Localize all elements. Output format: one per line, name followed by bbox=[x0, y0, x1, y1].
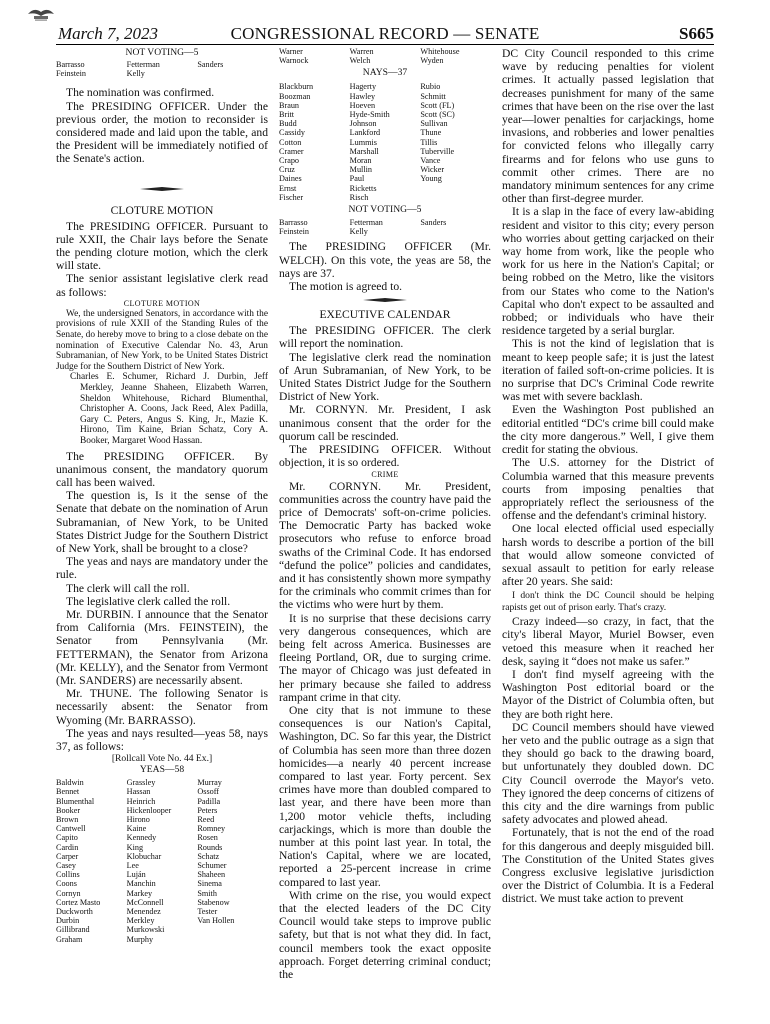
column-1 bbox=[56, 47, 268, 944]
senator-name: Sanders bbox=[197, 60, 224, 69]
senator-name: Markey bbox=[126, 888, 153, 898]
paragraph: The senior assistant legislative clerk read as follows: bbox=[56, 272, 268, 299]
senator-name: Hassan bbox=[126, 787, 151, 797]
name-column bbox=[127, 778, 198, 944]
name-column bbox=[350, 218, 421, 236]
yeas-heading: YEAS—58 bbox=[139, 764, 185, 776]
paragraph: The question is, Is it the sense of the Senate that debate on the nomination of Arun Subramanian, of New York, to be United States District Judge for the Southern District of New York, shall be brought to a close? bbox=[56, 489, 268, 555]
yeas-continued-list bbox=[279, 47, 491, 65]
paragraph: The yeas and nays resulted—yeas 58, nays 37, as follows: bbox=[56, 726, 268, 754]
paragraph: It is a slap in the face of every law-abiding resident and visitor to this city; every person who worries about getting carjacked on their way home from work, like the people who work for us here in the Nation's Capital; or being robbed on the Metro, like the visitors from our States who come to the Nation's Capital who don't expect to be assaulted and robbed; or individuals who have their residence targeted by a serial burglar. bbox=[502, 205, 714, 338]
senator-name: Collins bbox=[56, 870, 80, 880]
senator-name: Menendez bbox=[126, 907, 161, 917]
senator-name: Hawley bbox=[349, 91, 376, 101]
not-voting-heading: NOT VOTING—5 bbox=[348, 204, 422, 216]
paragraph: The PRESIDING OFFICER (Mr. WELCH). On this vote, the yeas are 58, the nays are 37. bbox=[279, 240, 491, 280]
signers-list: Charles E. Schumer, Richard J. Durbin, Jeff Merkley, Jeanne Shaheen, Elizabeth Warren, Sheldon Whitehouse, Richard Blumenthal, Christopher A. Coons, Jack Reed, Alex Padilla, Gary C. Peters, Angus S. King, Jr., Mazie K. Hirono, Tim Kaine, Brian Schatz, Cory A. Booker, Margaret Wood Hassan. bbox=[70, 372, 268, 446]
senator-name: Fetterman bbox=[126, 60, 160, 69]
name-column bbox=[279, 82, 350, 202]
senator-name: Britt bbox=[279, 110, 295, 120]
senator-name: Scott (FL) bbox=[420, 100, 455, 110]
section-divider-ornament bbox=[140, 186, 184, 192]
senator-name: Johnson bbox=[349, 119, 377, 129]
paragraph: Mr. DURBIN. I announce that the Senator from California (Mrs. FEINSTEIN), the Senator from Pennsylvania (Mr. FETTERMAN), the Senator from Arizona (Mr. KELLY), and the Senator from Vermont (Mr. SANDERS) are necessarily absent. bbox=[56, 608, 268, 688]
name-column bbox=[420, 47, 491, 65]
paragraph: Crazy indeed—so crazy, in fact, that the city's liberal Mayor, Muriel Bowser, even vetoed this measure when it reached her desk, saying it “does not make us safer.” bbox=[502, 615, 714, 668]
senator-name: Braun bbox=[279, 100, 300, 110]
senator-name: Shaheen bbox=[197, 870, 226, 880]
paragraph: The legislative clerk called the roll. bbox=[66, 594, 231, 608]
senator-name: Wicker bbox=[420, 165, 445, 175]
senator-name: Wyden bbox=[420, 56, 444, 66]
subsection-heading: CLOTURE MOTION bbox=[123, 298, 201, 308]
column-3 bbox=[502, 47, 714, 906]
senator-name: Warnock bbox=[279, 56, 309, 66]
senator-name: Sullivan bbox=[420, 119, 448, 129]
senator-name: Kelly bbox=[349, 227, 368, 237]
senator-name: Fetterman bbox=[349, 218, 383, 228]
senator-name: Ernst bbox=[279, 183, 297, 193]
senator-name: Sanders bbox=[420, 218, 447, 228]
senator-name: Brown bbox=[56, 815, 79, 825]
senator-name: Durbin bbox=[56, 916, 80, 926]
paragraph: DC City Council responded to this crime wave by reducing penalties for violent crimes. It actually passed legislation that decreases punishment for many of the same crimes that have been on the rise over the last year—lower penalties for carjackings, home invasions, and robberies and lower penalties for convicted felons who illegally carry firearms and for felons who use guns to commit other crimes. There are no mandatory minimum sentences for any crime other than first-degree murder. bbox=[502, 47, 714, 206]
paragraph: The PRESIDING OFFICER. By unanimous consent, the mandatory quorum call has been waived. bbox=[56, 449, 268, 489]
senator-name: Lankford bbox=[349, 128, 381, 138]
senator-name: Murkowski bbox=[126, 925, 165, 935]
senator-name: Hirono bbox=[126, 815, 150, 825]
paragraph: The clerk will call the roll. bbox=[66, 581, 190, 595]
name-column bbox=[56, 778, 127, 944]
paragraph: Mr. THUNE. The following Senator is necessarily absent: the Senator from Wyoming (Mr. BARRASSO). bbox=[56, 687, 268, 727]
name-column bbox=[350, 47, 421, 65]
senator-name: Hyde-Smith bbox=[349, 110, 390, 120]
paragraph: The U.S. attorney for the District of Columbia warned that this measure prevents courts from imposing penalties that appropriately reflect the seriousness of the offense and the defendant's criminal history. bbox=[502, 456, 714, 523]
senator-name: Gillibrand bbox=[56, 925, 90, 935]
eagle-seal-icon bbox=[26, 6, 56, 22]
senator-name: Padilla bbox=[197, 796, 221, 806]
cloture-motion-text: We, the undersigned Senators, in accordance with the provisions of rule XXII of the Standing Rules of the Senate, do hereby move to bring to a close debate on the nomination of Executive Calendar No. 43, Arun Subramanian, of New York, to be United States District Judge for the Southern District of New York. bbox=[56, 308, 268, 372]
senator-name: Smith bbox=[197, 888, 217, 898]
senator-name: Cardin bbox=[56, 842, 79, 852]
paragraph: With crime on the rise, you would expect that the elected leaders of the DC City Council would take steps to improve public safety, but that is not what they did. In fact, council members took the exact opposite approach. Forget deterring criminal conduct; the bbox=[279, 888, 491, 982]
senator-name: Vance bbox=[420, 156, 441, 166]
paragraph: One city that is not immune to these consequences is our Nation's Capital, Washington, DC. So far this year, the District of Columbia has seen more than three dozen homicides—a nearly 40 percent increase compared to last year. Forty percent. Sex crimes have more than doubled compared to last year, and there have been more than 1,200 motor vehicle thefts, including carjackings, which is more than double the number at this point last year. In total, the Nation's Capital, where we are located, reported a 25-percent increase in crime compared to last year. bbox=[279, 703, 491, 889]
senator-name: Daines bbox=[279, 174, 302, 184]
senator-name: Schatz bbox=[197, 851, 220, 861]
senator-name: Cassidy bbox=[279, 128, 305, 138]
yeas-list bbox=[56, 778, 268, 944]
paragraph: The nomination was confirmed. bbox=[66, 86, 215, 100]
rollcall-label: [Rollcall Vote No. 44 Ex.] bbox=[111, 753, 213, 765]
paragraph: Mr. CORNYN. Mr. President, communities across the country have paid the price of Democrats' soft-on-crime policies. The Democratic Party has backed woke prosecutors who refuse to enforce broad swaths of the Criminal Code. It has endorsed “defund the police” policies and candidates, and it has consistently shown more sympathy for the criminals who commit crimes than for the victims who were hurt by them. bbox=[279, 479, 491, 612]
senator-name: Duckworth bbox=[56, 907, 93, 917]
senator-name: Moran bbox=[349, 156, 372, 166]
paragraph: The yeas and nays are mandatory under the rule. bbox=[56, 555, 268, 582]
name-column bbox=[350, 82, 421, 202]
block-quote: I don't think the DC Council should be helping rapists get out of prison early. That's crazy. bbox=[502, 590, 714, 613]
senator-name: Manchin bbox=[126, 879, 156, 889]
senator-name: Graham bbox=[56, 934, 83, 944]
senator-name: Kaine bbox=[126, 824, 147, 834]
senator-name: Blackburn bbox=[279, 82, 314, 92]
name-column bbox=[420, 218, 491, 236]
page-number: S665 bbox=[679, 24, 714, 43]
paragraph: Fortunately, that is not the end of the road for this dangerous and deeply misguided bill. The Constitution of the United States gives Congress exclusive legislative jurisdiction over the District of Columbia. It is a Federal district. We must take action to prevent bbox=[502, 826, 714, 906]
senator-name: Grassley bbox=[126, 778, 156, 788]
senator-name: Hickenlooper bbox=[126, 805, 172, 815]
paragraph: The PRESIDING OFFICER. The clerk will report the nomination. bbox=[279, 324, 491, 351]
senator-name: Heinrich bbox=[126, 796, 156, 806]
senator-name: Crapo bbox=[279, 156, 300, 166]
nays-list bbox=[279, 82, 491, 202]
senator-name: Fischer bbox=[279, 192, 304, 202]
paragraph: Even the Washington Post published an editorial entitled “DC's crime bill could make the city more dangerous.” Well, I give them credit for stating the obvious. bbox=[502, 403, 714, 457]
senator-name: Cortez Masto bbox=[56, 897, 101, 907]
name-column bbox=[197, 60, 268, 78]
senator-name: Feinstein bbox=[56, 69, 87, 79]
senator-name: Barrasso bbox=[56, 60, 85, 69]
section-heading: EXECUTIVE CALENDAR bbox=[319, 308, 451, 322]
header-title: CONGRESSIONAL RECORD — SENATE bbox=[230, 24, 540, 43]
not-voting-list bbox=[279, 218, 491, 236]
senator-name: Tester bbox=[197, 907, 218, 917]
paragraph: The PRESIDING OFFICER. Without objection, it is so ordered. bbox=[279, 443, 491, 470]
name-column bbox=[127, 60, 198, 78]
senator-name: Rounds bbox=[197, 842, 223, 852]
name-column bbox=[197, 778, 268, 944]
senator-name: Marshall bbox=[349, 146, 379, 156]
senator-name: Reed bbox=[197, 815, 215, 825]
not-voting-list bbox=[56, 60, 268, 78]
senator-name: Whitehouse bbox=[420, 47, 460, 56]
senator-name: McConnell bbox=[126, 897, 164, 907]
paragraph: One local elected official used especially harsh words to describe a portion of the bill that would allow someone convicted of sexual assault to petition for early release after 20 years. She said: bbox=[502, 522, 714, 589]
paragraph: This is not the kind of legislation that is meant to keep people safe; it is just the latest iteration of failed soft-on-crime policies. It is no surprise that DC's Criminal Code rewrite was met with severe backlash. bbox=[502, 337, 714, 404]
senator-name: Mullin bbox=[349, 165, 372, 175]
senator-name: Hoeven bbox=[349, 100, 376, 110]
senator-name: Murphy bbox=[126, 934, 154, 944]
name-column bbox=[56, 60, 127, 78]
senator-name: Kennedy bbox=[126, 833, 157, 843]
paragraph: DC Council members should have viewed her veto and the public outrage as a sign that they should go back to the drawing board, but unfortunately they doubled down. DC City Council overrode the Mayor's veto. They ignored the deep concerns of citizens of this city and the dire warnings from public safety advocates and plowed ahead. bbox=[502, 720, 714, 827]
column-2 bbox=[279, 47, 491, 981]
senator-name: Cotton bbox=[279, 137, 302, 147]
paragraph: It is no surprise that these decisions carry very dangerous consequences, which are being felt across America. Businesses are fleeing Portland, OR, due to surging crime. The mayor of Chicago was just defeated in her primary because she failed to address rampant crime in that city. bbox=[279, 611, 491, 704]
senator-name: Peters bbox=[197, 805, 218, 815]
section-heading: CLOTURE MOTION bbox=[110, 203, 214, 217]
senator-name: King bbox=[126, 842, 144, 852]
paragraph: Mr. CORNYN. Mr. President, I ask unanimous consent that the order for the quorum call be rescinded. bbox=[279, 403, 491, 443]
senator-name: Thune bbox=[420, 128, 442, 138]
header-date: March 7, 2023 bbox=[58, 24, 158, 43]
nays-heading: NAYS—37 bbox=[362, 67, 408, 79]
senator-name: Ricketts bbox=[349, 183, 377, 193]
senator-name: Cornyn bbox=[56, 888, 81, 898]
senator-name: Ossoff bbox=[197, 787, 220, 797]
senator-name: Feinstein bbox=[279, 227, 310, 237]
name-column bbox=[279, 47, 350, 65]
senator-name: Merkley bbox=[126, 916, 155, 926]
senator-name: Romney bbox=[197, 824, 226, 834]
senator-name: Tuberville bbox=[420, 146, 455, 156]
senator-name: Warren bbox=[349, 47, 374, 56]
senator-name: Rosen bbox=[197, 833, 218, 843]
senator-name: Warner bbox=[279, 47, 303, 56]
senator-name: Barrasso bbox=[279, 218, 308, 228]
senator-name: Lummis bbox=[349, 137, 377, 147]
senator-name: Carper bbox=[56, 851, 79, 861]
senator-name: Kelly bbox=[126, 69, 145, 79]
senator-name: Klobuchar bbox=[126, 851, 162, 861]
not-voting-heading: NOT VOTING—5 bbox=[125, 47, 199, 58]
paragraph: The legislative clerk read the nomination of Arun Subramanian, of New York, to be United States District Judge for the Southern District of New York. bbox=[279, 350, 491, 404]
senator-name: Rubio bbox=[420, 82, 441, 92]
senator-name: Cantwell bbox=[56, 824, 86, 834]
name-column bbox=[279, 218, 350, 236]
senator-name: Casey bbox=[56, 861, 77, 871]
senator-name: Baldwin bbox=[56, 778, 84, 788]
paragraph: The PRESIDING OFFICER. Pursuant to rule XXII, the Chair lays before the Senate the pending cloture motion, which the clerk will state. bbox=[56, 219, 268, 273]
senator-name: Scott (SC) bbox=[420, 110, 455, 120]
header-rule bbox=[56, 44, 714, 45]
senator-name: Schumer bbox=[197, 861, 227, 871]
senator-name: Hagerty bbox=[349, 82, 377, 92]
senator-name: Schmitt bbox=[420, 91, 446, 101]
senator-name: Booker bbox=[56, 805, 81, 815]
senator-name: Stabenow bbox=[197, 897, 230, 907]
senator-name: Young bbox=[420, 174, 442, 184]
senator-name: Coons bbox=[56, 879, 77, 889]
senator-name: Cramer bbox=[279, 146, 304, 156]
paragraph: I don't find myself agreeing with the Washington Post editorial board or the Mayor of the District of Columbia often, but they are both right here. bbox=[502, 667, 714, 721]
senator-name: Budd bbox=[279, 119, 297, 129]
senator-name: Risch bbox=[349, 192, 369, 202]
paragraph: The PRESIDING OFFICER. Under the previous order, the motion to reconsider is considered made and laid upon the table, and the President will be immediately notified of the Senate's action. bbox=[56, 99, 268, 166]
section-heading: CRIME bbox=[371, 469, 399, 479]
senator-name: Luján bbox=[126, 870, 146, 880]
senator-name: Murray bbox=[197, 778, 222, 788]
senator-name: Bennet bbox=[56, 787, 80, 797]
senator-name: Capito bbox=[56, 833, 78, 843]
senator-name: Sinema bbox=[197, 879, 222, 889]
senator-name: Lee bbox=[126, 861, 139, 871]
paragraph: The motion is agreed to. bbox=[289, 280, 403, 294]
senator-name: Boozman bbox=[279, 91, 311, 101]
senator-name: Paul bbox=[349, 174, 365, 184]
section-divider-ornament bbox=[363, 297, 407, 303]
senator-name: Cruz bbox=[279, 165, 295, 175]
senator-name: Welch bbox=[349, 56, 371, 66]
senator-name: Tillis bbox=[420, 137, 438, 147]
senator-name: Van Hollen bbox=[197, 916, 235, 926]
senator-name: Blumenthal bbox=[56, 796, 95, 806]
name-column bbox=[420, 82, 491, 202]
